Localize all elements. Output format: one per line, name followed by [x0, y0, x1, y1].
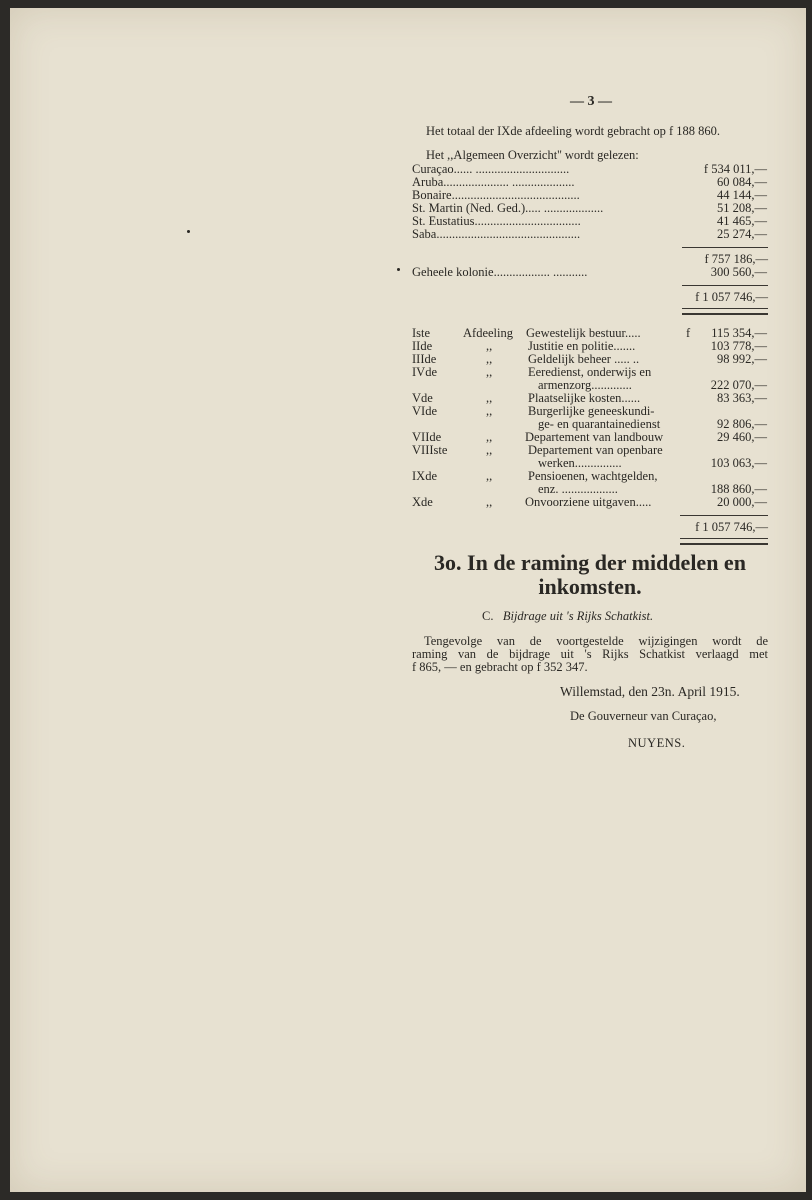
island-label: Curaçao: [412, 162, 454, 176]
island-label: St. Martin (Ned. Ged.): [412, 201, 526, 215]
paper-speck: [187, 230, 190, 233]
total-amount-1: f 1 057 746,—: [695, 290, 768, 304]
island-amount: f 534 011,—: [703, 162, 767, 176]
double-rule-2: [680, 538, 768, 545]
subheading-letter: C.: [482, 609, 494, 623]
dept-number: VIIIste: [412, 443, 448, 457]
dept-amount: 188 860,—: [710, 482, 767, 496]
dept-afdeeling: Afdeeling: [463, 326, 513, 340]
total-rule-2: [680, 515, 768, 516]
subheading-title: Bijdrage uit 's Rijks Schatkist.: [502, 609, 654, 623]
dept-currency: f: [686, 326, 691, 340]
dept-afdeeling: ,,: [486, 404, 493, 418]
dept-description-cont: enz. ..................: [538, 482, 618, 496]
dept-number: Vde: [412, 391, 433, 405]
dept-description: Onvoorziene uitgaven.....: [525, 495, 652, 509]
body-line: Tengevolge van de voortgestelde wijzigingen wordt de: [424, 634, 768, 648]
total-rule-1: [682, 285, 768, 286]
dept-row: [412, 366, 767, 392]
overview-heading: Het ,,Algemeen Overzicht'' wordt gelezen:: [426, 148, 639, 162]
dept-afdeeling: ,,: [486, 339, 493, 353]
dept-row: [412, 470, 767, 496]
dept-afdeeling: ,,: [486, 495, 493, 509]
dept-amount: 103 778,—: [710, 339, 767, 353]
dept-description: Geldelijk beheer ..... ..: [528, 352, 640, 366]
subtotal-rule: [682, 247, 768, 248]
leader-dots: ...... ..............................: [453, 162, 570, 176]
dept-description-cont: ge- en quarantainedienst: [538, 417, 661, 431]
island-label: Saba: [412, 227, 437, 241]
dept-row: [412, 496, 767, 509]
island-label: Aruba: [412, 175, 444, 189]
dept-amount: 83 363,—: [717, 391, 767, 405]
dept-amount: 29 460,—: [717, 430, 767, 444]
page-number: — 3 —: [570, 94, 612, 109]
dept-description: Pensioenen, wachtgelden,: [528, 469, 658, 483]
subheading: [482, 610, 653, 623]
dept-number: Xde: [412, 495, 433, 509]
body-line: raming van de bijdrage uit 's Rijks Schatkist verlaagd met: [412, 647, 768, 661]
dept-number: VIde: [412, 404, 437, 418]
signatory-title: De Gouverneur van Curaçao,: [570, 709, 717, 723]
dept-afdeeling: ,,: [486, 365, 493, 379]
dept-number: VIIde: [412, 430, 442, 444]
section-heading-line-1: 3o. In de raming der middelen en: [434, 550, 746, 575]
intro-line: Het totaal der IXde afdeeling wordt gebracht op f 188 860.: [426, 124, 720, 138]
island-row: [412, 228, 767, 241]
document-page: [10, 8, 806, 1192]
colony-label: Geheele kolonie: [412, 265, 494, 279]
leader-dots: ..... ...................: [525, 201, 604, 215]
dept-afdeeling: ,,: [486, 469, 493, 483]
dept-amount: 115 354,—: [711, 326, 767, 340]
dept-afdeeling: ,,: [486, 391, 493, 405]
island-amount: 44 144,—: [717, 188, 767, 202]
dept-amount: 222 070,—: [710, 378, 767, 392]
dept-row: [412, 444, 767, 470]
dept-description: Departement van openbare: [528, 443, 663, 457]
colony-amount: 300 560,—: [710, 265, 767, 279]
dept-number: IIIde: [412, 352, 437, 366]
dept-description: Eeredienst, onderwijs en: [528, 365, 652, 379]
place-date: Willemstad, den 23n. April 1915.: [560, 684, 740, 699]
dept-number: IXde: [412, 469, 437, 483]
island-label: Bonaire: [412, 188, 452, 202]
dept-amount: 92 806,—: [717, 417, 767, 431]
leader-dots: ..................... ....................: [443, 175, 575, 189]
subtotal-amount: f 757 186,—: [704, 252, 768, 266]
dept-amount: 103 063,—: [710, 456, 767, 470]
island-amount: 25 274,—: [717, 227, 767, 241]
dept-row: [412, 405, 767, 431]
island-amount: 60 084,—: [717, 175, 767, 189]
leader-dots: .........................................: [451, 188, 580, 202]
paper-speck: [397, 268, 400, 271]
dept-description: Plaatselijke kosten......: [528, 391, 641, 405]
dept-afdeeling: ,,: [486, 352, 493, 366]
dept-description: Burgerlijke geneeskundi-: [528, 404, 655, 418]
leader-dots: ..............................................: [436, 227, 581, 241]
dept-description: Gewestelijk bestuur.....: [526, 326, 641, 340]
dept-afdeeling: ,,: [486, 443, 493, 457]
leader-dots: ..................................: [474, 214, 581, 228]
island-amount: 51 208,—: [717, 201, 767, 215]
dept-description: Departement van landbouw: [525, 430, 664, 444]
dept-description: Justitie en politie.......: [528, 339, 636, 353]
island-label: St. Eustatius: [412, 214, 475, 228]
section-heading-line-2: inkomsten.: [538, 574, 642, 599]
dept-number: IIde: [412, 339, 433, 353]
double-rule-1: [682, 308, 768, 315]
colony-row: [412, 266, 767, 279]
dept-description-cont: werken...............: [538, 456, 622, 470]
dept-number: IVde: [412, 365, 437, 379]
signatory-name: NUYENS.: [628, 736, 686, 750]
total-amount-2: f 1 057 746,—: [695, 520, 768, 534]
dept-amount: 20 000,—: [717, 495, 767, 509]
dept-afdeeling: ,,: [486, 430, 493, 444]
dept-description-cont: armenzorg.............: [538, 378, 632, 392]
leader-dots: .................. ...........: [493, 265, 588, 279]
body-line: f 865, — en gebracht op f 352 347.: [412, 660, 588, 674]
island-amount: 41 465,—: [717, 214, 767, 228]
dept-number: Iste: [412, 326, 431, 340]
dept-amount: 98 992,—: [717, 352, 767, 366]
